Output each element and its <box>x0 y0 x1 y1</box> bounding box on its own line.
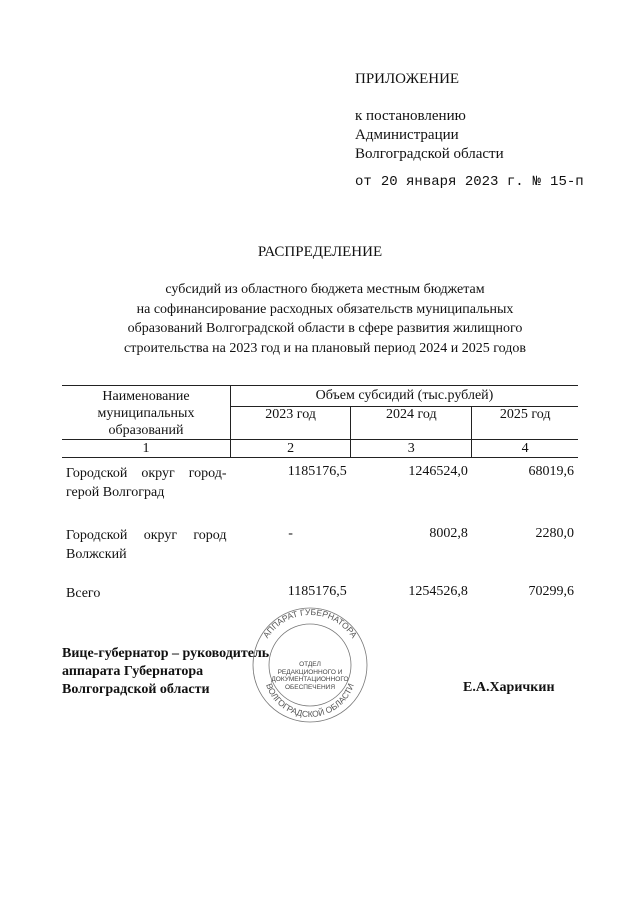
col-number: 4 <box>472 440 578 458</box>
table-row-total <box>62 578 578 603</box>
row-value-2024: 1254526,8 <box>408 583 468 599</box>
stamp-text-bottom: ВОЛГОГРАДСКОЙ ОБЛАСТИ <box>264 681 356 720</box>
decree-date: 20 января 2023 г. <box>380 174 524 190</box>
row-name: Всего <box>66 585 101 601</box>
appendix-title: ПРИЛОЖЕНИЕ <box>355 71 460 87</box>
subtitle-line: строительства на 2023 год и на плановый период 2024 и 2025 годов <box>123 340 526 356</box>
appendix-block <box>355 70 504 164</box>
subsidy-table <box>62 385 578 603</box>
col-header-year: 2025 год <box>472 406 578 439</box>
decree-line <box>355 174 593 190</box>
signatory-position <box>62 645 269 699</box>
row-value-2024: 8002,8 <box>429 525 468 541</box>
row-value-2025: 2280,0 <box>535 525 574 541</box>
row-value-2023: - <box>288 525 293 541</box>
decree-number: 15-п <box>550 174 584 190</box>
subtitle-line: на софинансирование расходных обязательств муниципальных <box>136 301 514 317</box>
signatory-position-line: Волгоградской области <box>62 682 210 697</box>
stamp-text-top: АППАРАТ ГУБЕРНАТОРА <box>260 606 360 640</box>
table-row <box>62 520 578 578</box>
col-header-volume: Объем субсидий (тыс.рублей) <box>231 386 579 407</box>
row-name: Городской округ город-герой Волгоград <box>66 466 227 500</box>
row-value-2025: 68019,6 <box>528 464 574 479</box>
appendix-line: Администрации <box>355 127 459 143</box>
document-subtitle <box>40 280 610 358</box>
signatory-position-line: Вице-губернатор – руководитель <box>62 646 270 661</box>
row-value-2024: 1246524,0 <box>408 464 468 479</box>
col-number: 3 <box>351 440 472 458</box>
col-header-name: Наименование муниципальных образований <box>62 386 231 440</box>
appendix-line: Волгоградской области <box>355 146 504 162</box>
table-row <box>62 458 578 520</box>
row-value-2023: 1185176,5 <box>287 464 347 479</box>
signatory-name: Е.А.Харичкин <box>463 680 555 695</box>
stamp-inner-text: ОТДЕЛ РЕДАКЦИОННОГО И ДОКУМЕНТАЦИОННОГО ОБЕСПЕЧЕНИЯ <box>271 661 349 691</box>
appendix-line: к постановлению <box>355 108 466 124</box>
decree-from: от <box>355 174 372 190</box>
document-heading: РАСПРЕДЕЛЕНИЕ <box>257 244 383 260</box>
col-number: 1 <box>62 440 231 458</box>
col-header-year: 2024 год <box>351 406 472 439</box>
decree-number-sign: № <box>532 174 542 190</box>
row-value-2025: 70299,6 <box>528 583 574 599</box>
subtitle-line: образований Волгоградской области в сфере развития жилищного <box>127 321 523 336</box>
col-header-year: 2023 год <box>231 406 351 439</box>
subtitle-line: субсидий из областного бюджета местным бюджетам <box>165 282 485 297</box>
row-name: Городской округ город Волжский <box>66 527 227 562</box>
row-value-2023: 1185176,5 <box>287 583 347 599</box>
col-number: 2 <box>231 440 351 458</box>
signatory-position-line: аппарата Губернатора <box>62 664 204 679</box>
